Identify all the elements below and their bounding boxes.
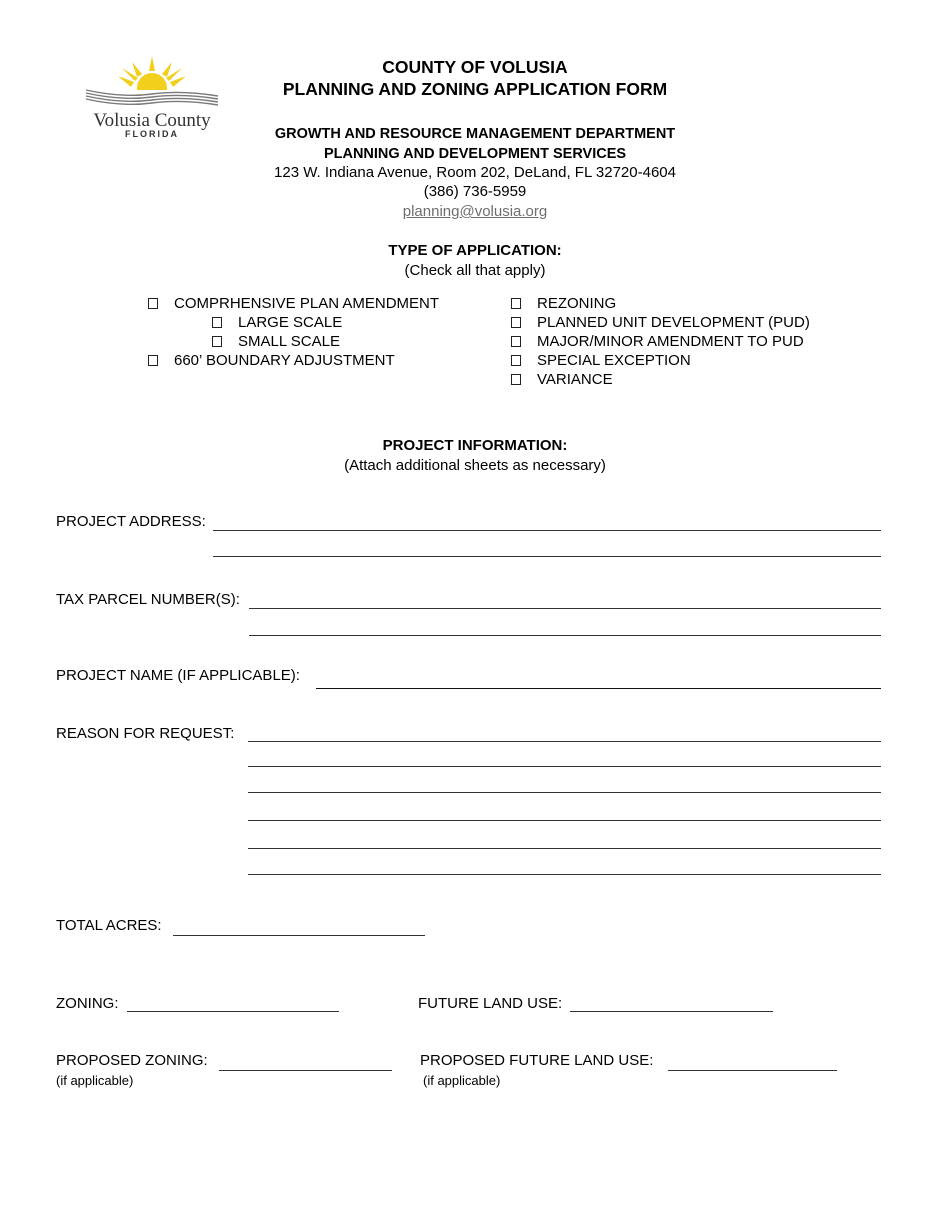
checkbox-box[interactable] [511, 298, 521, 309]
email-link[interactable]: planning@volusia.org [402, 203, 548, 220]
checkbox-special-exception[interactable]: SPECIAL EXCEPTION [511, 351, 691, 370]
project-address-field[interactable] [213, 530, 881, 531]
reason-field-line4[interactable] [248, 820, 881, 821]
checkbox-box[interactable] [212, 317, 222, 328]
checkbox-box[interactable] [511, 336, 521, 347]
checkbox-box[interactable] [148, 355, 158, 366]
application-type-heading: TYPE OF APPLICATION: [388, 242, 562, 259]
proposed-future-land-use-label: PROPOSED FUTURE LAND USE: [420, 1052, 654, 1069]
project-address-field-line2[interactable] [213, 556, 881, 557]
project-info-heading: PROJECT INFORMATION: [382, 437, 568, 454]
checkbox-box[interactable] [511, 317, 521, 328]
tax-parcel-field[interactable] [249, 608, 881, 609]
project-address-label: PROJECT ADDRESS: [56, 513, 206, 530]
tax-parcel-label: TAX PARCEL NUMBER(S): [56, 591, 240, 608]
checkbox-pud[interactable]: PLANNED UNIT DEVELOPMENT (PUD) [511, 313, 810, 332]
proposed-zoning-label: PROPOSED ZONING: [56, 1052, 208, 1069]
logo-name: Volusia County [93, 110, 211, 131]
logo-state: FLORIDA [125, 129, 179, 139]
department-name: GROWTH AND RESOURCE MANAGEMENT DEPARTMENT [274, 126, 676, 142]
form-title-line2: PLANNING AND ZONING APPLICATION FORM [282, 79, 668, 99]
checkbox-box[interactable] [511, 374, 521, 385]
office-address: 123 W. Indiana Avenue, Room 202, DeLand, FL 32720-4604 [274, 164, 676, 181]
future-land-use-field[interactable] [570, 1011, 773, 1012]
checkbox-rezoning[interactable]: REZONING [511, 294, 616, 313]
zoning-field[interactable] [127, 1011, 339, 1012]
checkbox-box[interactable] [212, 336, 222, 347]
proposed-zoning-field[interactable] [219, 1070, 392, 1071]
checkbox-comprehensive-plan-amendment[interactable]: COMPRHENSIVE PLAN AMENDMENT [148, 294, 439, 313]
project-name-field[interactable] [316, 688, 881, 689]
checkbox-boundary-adjustment[interactable]: 660’ BOUNDARY ADJUSTMENT [148, 351, 395, 370]
future-land-use-label: FUTURE LAND USE: [418, 995, 563, 1012]
reason-label: REASON FOR REQUEST: [56, 725, 235, 742]
checkbox-pud-amendment[interactable]: MAJOR/MINOR AMENDMENT TO PUD [511, 332, 804, 351]
checkbox-small-scale[interactable]: SMALL SCALE [212, 332, 340, 351]
checkbox-variance[interactable]: VARIANCE [511, 370, 613, 389]
application-type-instructions: (Check all that apply) [404, 262, 546, 279]
checkbox-box[interactable] [511, 355, 521, 366]
project-name-label: PROJECT NAME (IF APPLICABLE): [56, 667, 300, 684]
reason-field-line1[interactable] [248, 741, 881, 742]
reason-field-line3[interactable] [248, 792, 881, 793]
project-info-instructions: (Attach additional sheets as necessary) [344, 457, 606, 474]
proposed-future-land-use-field[interactable] [668, 1070, 837, 1071]
checkbox-large-scale[interactable]: LARGE SCALE [212, 313, 342, 332]
total-acres-field[interactable] [173, 935, 425, 936]
reason-field-line6[interactable] [248, 874, 881, 875]
total-acres-label: TOTAL ACRES: [56, 917, 162, 934]
reason-field-line2[interactable] [248, 766, 881, 767]
division-name: PLANNING AND DEVELOPMENT SERVICES [323, 146, 627, 162]
if-applicable-note: (if applicable) [423, 1073, 501, 1088]
form-title-line1: COUNTY OF VOLUSIA [382, 57, 568, 77]
reason-field-line5[interactable] [248, 848, 881, 849]
checkbox-box[interactable] [148, 298, 158, 309]
if-applicable-note: (if applicable) [56, 1073, 134, 1088]
zoning-label: ZONING: [56, 995, 119, 1012]
office-phone: (386) 736-5959 [423, 183, 527, 200]
tax-parcel-field-line2[interactable] [249, 635, 881, 636]
